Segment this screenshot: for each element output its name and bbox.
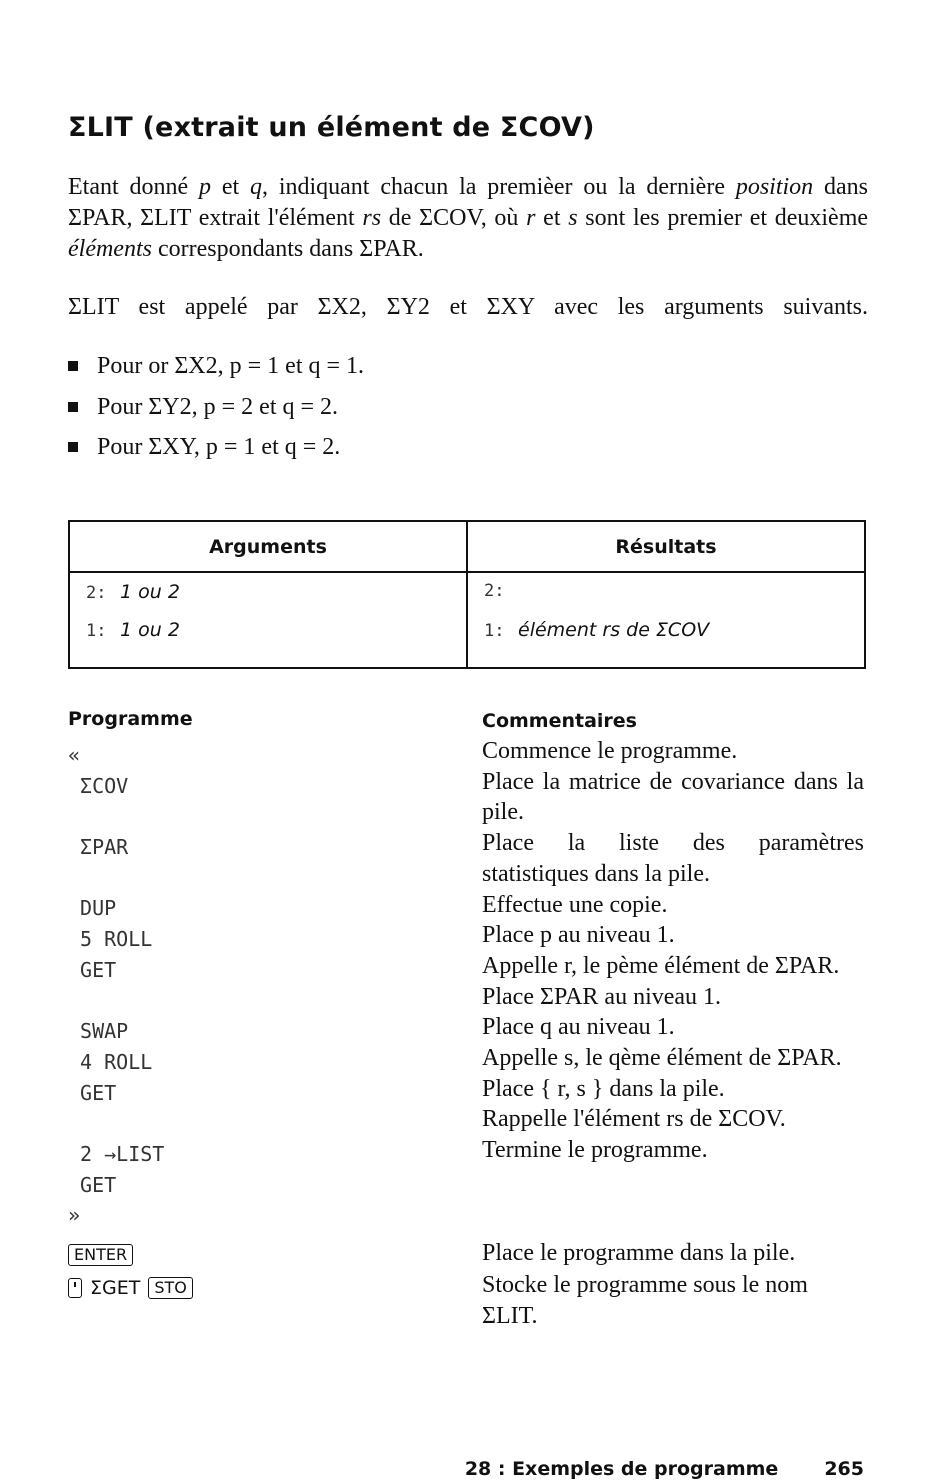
table-row [69, 572, 865, 668]
comment-line: Place la liste des paramètres statistiques dans la pile. [482, 830, 864, 887]
program-line: 2 →LIST [68, 1142, 165, 1166]
intro-text: et [210, 174, 250, 200]
intro-var-r: r [526, 205, 536, 231]
comment-line: Place la matrice de covariance dans la pile. [482, 768, 864, 826]
bullet-item [68, 387, 364, 428]
results-header: Résultats [467, 521, 865, 572]
comment-line: Place { r, s } dans la pile. [482, 1075, 725, 1102]
program-line: ΣCOV [68, 773, 129, 798]
sigma-get-command: ΣGET [90, 1276, 141, 1299]
stack-level: 1: [484, 621, 505, 641]
section-title: ΣLIT (extrait un élément de ΣCOV) [68, 112, 595, 143]
program-line: ΣPAR [68, 835, 129, 860]
program-line: « [68, 743, 81, 767]
comment-line: Appelle s, le qème élément de ΣPAR. [482, 1045, 842, 1072]
quote-key-icon [68, 1278, 82, 1298]
intro-text: correspondants dans ΣPAR. [151, 236, 424, 262]
intro-second-paragraph: ΣLIT est appelé par ΣX2, ΣY2 et ΣXY avec les arguments suivants. [68, 294, 868, 320]
arguments-header: Arguments [69, 521, 467, 572]
stack-line [86, 619, 450, 657]
bullet-list [68, 346, 364, 468]
keystroke-line [68, 1238, 193, 1271]
bullet-square-icon [68, 442, 78, 452]
comment-line: Stocke le programme sous le nom ΣLIT. [482, 1271, 808, 1329]
program-listing [68, 740, 164, 1231]
program-line: 4 ROLL [68, 1049, 153, 1074]
intro-text: , indiquant chacun la premièer ou la dernière [261, 174, 736, 200]
intro-text: de ΣCOV, où [381, 205, 527, 231]
program-line: » [68, 1203, 81, 1228]
comments-header: Commentaires [482, 710, 637, 732]
comment-line: Place p au niveau 1. [482, 922, 675, 949]
results-cell [467, 572, 865, 668]
page-number: 265 [824, 1458, 864, 1480]
bullet-text: Pour ΣXY, p = 1 et q = 2. [97, 434, 341, 460]
comment-line: Termine le programme. [482, 1137, 708, 1164]
comment-line: Rappelle l'élément rs de ΣCOV. [482, 1106, 786, 1133]
program-line: SWAP [68, 1019, 129, 1044]
comment-line: Place q au niveau 1. [482, 1014, 675, 1041]
comment-line: Effectue une copie. [482, 891, 668, 918]
sto-key: STO [148, 1277, 193, 1299]
comment-line: Place le programme dans la pile. [482, 1240, 796, 1266]
intro-text: et [535, 205, 569, 231]
bullet-square-icon [68, 402, 78, 412]
bullet-text: Pour or ΣX2, p = 1 et q = 1. [97, 353, 365, 379]
bullet-square-icon [68, 361, 78, 371]
bullet-text: Pour ΣY2, p = 2 et q = 2. [97, 393, 339, 420]
program-line: GET [68, 957, 117, 982]
intro-emph-elements: éléments [68, 236, 152, 262]
program-line: GET [68, 1172, 117, 1197]
comment-line: Appelle r, le pème élément de ΣPAR. [482, 952, 840, 979]
keystroke-sequence [68, 1238, 193, 1304]
intro-emph-position: position [735, 174, 814, 200]
program-line: DUP [68, 896, 117, 921]
comment-line: Place ΣPAR au niveau 1. [482, 983, 722, 1010]
program-line: 5 ROLL [68, 927, 153, 952]
stack-line [484, 581, 848, 619]
chapter-title: 28 : Exemples de programme [464, 1458, 779, 1480]
keystroke-comments [482, 1238, 868, 1333]
arguments-results-table [68, 520, 866, 669]
stack-value: élément rs de ΣCOV [518, 619, 710, 641]
intro-text: dans ΣPAR, ΣLIT extrait l'élément [68, 174, 869, 231]
intro-var-s: s [568, 205, 578, 231]
comments-listing [482, 736, 864, 1166]
stack-level: 2: [484, 581, 505, 601]
page-footer [465, 1458, 864, 1480]
intro-paragraph [68, 172, 868, 265]
program-header: Programme [68, 708, 193, 730]
stack-level: 2: [86, 583, 107, 603]
bullet-item [68, 427, 364, 468]
keystroke-line [68, 1271, 193, 1304]
comment-line: Commence le programme. [482, 738, 738, 764]
enter-key: ENTER [68, 1244, 133, 1266]
stack-line [484, 619, 848, 657]
stack-value: 1 ou 2 [120, 581, 180, 603]
intro-var-rs: rs [362, 205, 382, 231]
program-line: GET [68, 1080, 117, 1105]
intro-var-q: q [249, 174, 262, 200]
stack-value: 1 ou 2 [120, 619, 180, 641]
bullet-item [68, 346, 364, 387]
intro-var-p: p [198, 174, 211, 200]
stack-level: 1: [86, 621, 107, 641]
stack-line [86, 581, 450, 619]
table-header-row [69, 521, 865, 572]
arguments-cell [69, 572, 467, 668]
intro-text: Etant donné [68, 174, 199, 200]
intro-text: sont les premier et deuxième [577, 205, 869, 231]
